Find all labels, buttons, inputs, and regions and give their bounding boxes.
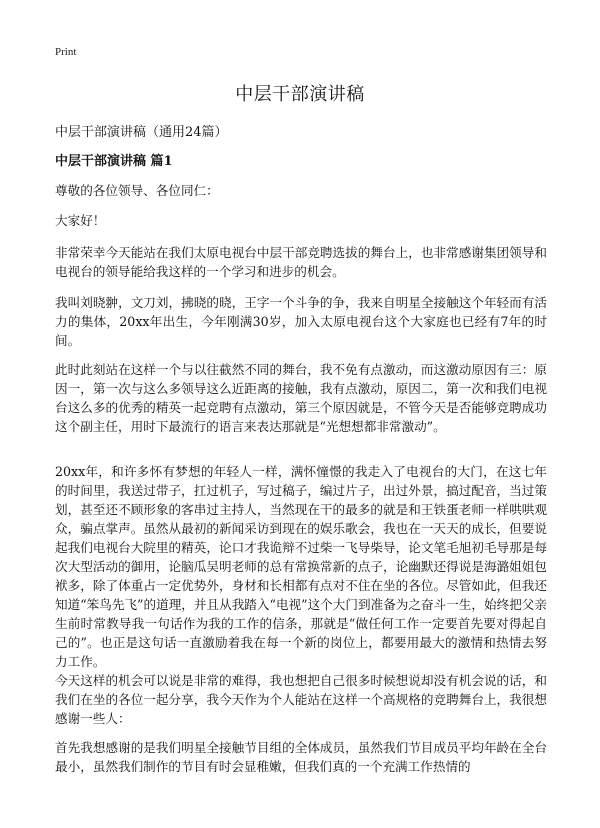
body-paragraph: 今天这样的机会可以说是非常的难得，我也想把自己很多时候想说却没有机会说的话，和我们在坐的各位一起分享，我今天作为个人能站在这样一个高规格的竞聘舞台上，我很想感谢一些人：	[55, 673, 547, 726]
section-heading: 中层干部演讲稿 篇1	[55, 154, 173, 169]
document-subtitle: 中层干部演讲稿（通用24篇）	[55, 125, 228, 140]
body-paragraph: 非常荣幸今天能站在我们太原电视台中层干部竞聘选拔的舞台上，也非常感谢集团领导和电视台的领导能给我这样的一个学习和进步的机会。	[55, 245, 547, 279]
body-paragraph: 此时此刻站在这样一个与以往截然不同的舞台，我不免有点激动，而这激动原因有三：原因一，第一次与这么多领导这么近距离的接触，我有点激动，原因二，第一次和我们电视台这么多的优秀的精英一起竞聘有点激动，第三个原因就是，不管今天是否能够竞聘成功这个副主任，用时下最流行的语言来表达那就是“光想想都非常激动”。	[55, 362, 547, 434]
document-title: 中层干部演讲稿	[235, 84, 365, 105]
hello-paragraph: 大家好！	[55, 213, 106, 228]
body-paragraph: 我叫刘晓翀，文刀刘，拂晓的晓，王字一个斗争的争，我来自明星全接触这个年轻而有活力的集体，20xx年出生，今年刚满30岁，加入太原电视台这个大家庭也已经有7年的时间。	[55, 295, 547, 348]
body-paragraph: 首先我想感谢的是我们明星全接触节目组的全体成员，虽然我们节目成员平均年龄在全台最小，虽然我们制作的节目有时会显稚嫩，但我们真的一个充满工作热情的	[55, 740, 547, 774]
greeting-paragraph: 尊敬的各位领导、各位同仁：	[55, 183, 219, 198]
body-paragraph: 20xx年，和许多怀有梦想的年轻人一样，满怀憧憬的我走入了电视台的大门，在这七年的时间里，我送过带子，扛过机子，写过稿子，编过片子，出过外景，搞过配音，当过策划，甚至还不顾形象的客串过主持人，当然现在干的最多的就是和王铁蛋老师一样哄哄观众，骗点掌声。虽然从最初的新闻采访到现在的娱乐歌会，我也在一天天的成长，但要说起我们电视台大院里的精英，论口才我诡辩不过柴一飞导柴导，论文笔毛旭初毛导那是每次大型活动的御用，论脑瓜吴明老师的总有常换常新的点子，论幽默还得说是海潞姐姐包袱多，除了体重占一定优势外，身材和长相都有点对不住在坐的各位。尽管如此，但我还知道“笨鸟先飞”的道理，并且从我踏入“电视”这个大门到准备为之奋斗一生，始终把父亲生前时常教导我一句话作为我的工作的信条，那就是“做任何工作一定要首先要对得起自己的”。也正是这句话一直激励着我在每一个新的岗位上，都要用最大的激情和热情去努力工作。	[55, 464, 547, 669]
print-label: Print	[55, 46, 77, 58]
